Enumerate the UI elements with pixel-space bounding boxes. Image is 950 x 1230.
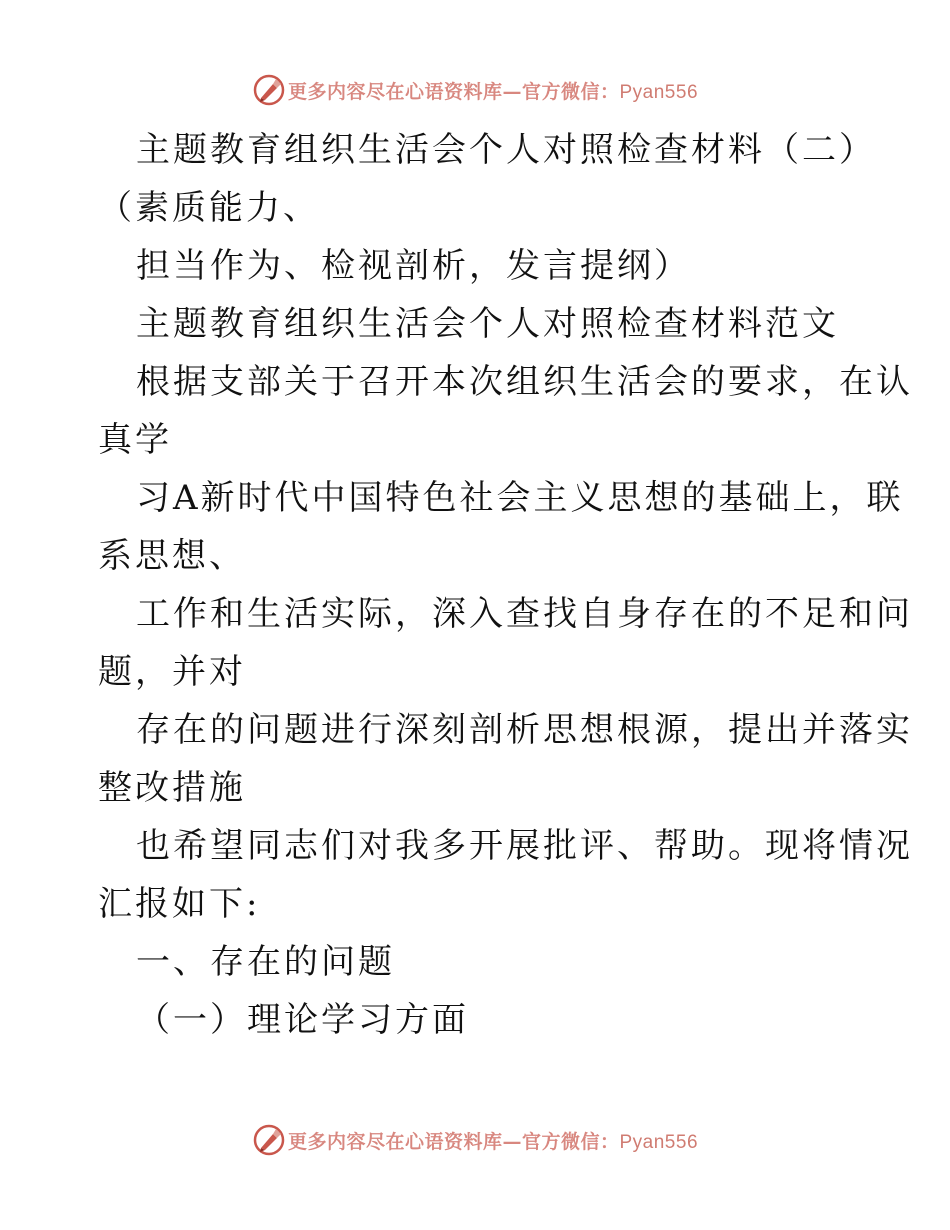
paragraph-line: 也希望同志们对我多开展批评、帮助。现将情况 [136, 826, 913, 866]
paragraph-line: 汇报如下: [98, 884, 261, 924]
watermark-contact-label: 官方微信： [521, 80, 620, 103]
watermark-dash: — [502, 1130, 522, 1153]
paragraph-line: 工作和生活实际，深入查找自身存在的不足和问 [136, 594, 913, 634]
paragraph-line: 题，并对 [98, 652, 246, 692]
paragraph-line: 存在的问题进行深刻剖析思想根源，提出并落实 [136, 710, 913, 750]
watermark-dash: — [502, 80, 522, 103]
section-heading: 一、存在的问题 [136, 942, 395, 982]
doc-subtitle-part2: 担当作为、检视剖析，发言提纲） [136, 246, 691, 286]
paragraph-line: 整改措施 [98, 768, 246, 808]
doc-heading: 主题教育组织生活会个人对照检查材料范文 [136, 304, 839, 344]
paragraph-line: 根据支部关于召开本次组织生活会的要求，在认 [136, 362, 913, 402]
watermark-text: 更多内容尽在心语资料库 [287, 80, 503, 103]
document-body [98, 121, 913, 1049]
watermark-contact-label: 官方微信： [521, 1130, 620, 1153]
doc-subtitle-part1: （素质能力、 [98, 188, 320, 228]
watermark-contact-value: Pyan556 [619, 1131, 699, 1153]
subsection-heading: （一）理论学习方面 [136, 1000, 469, 1040]
paragraph-line: 真学 [98, 420, 172, 460]
footer-watermark [0, 1120, 950, 1160]
paragraph-line: 系思想、 [98, 536, 246, 576]
header-watermark [0, 70, 950, 110]
watermark-text: 更多内容尽在心语资料库 [287, 1130, 503, 1153]
watermark-contact-value: Pyan556 [619, 81, 699, 103]
doc-title: 主题教育组织生活会个人对照检查材料（二） [136, 130, 876, 170]
pen-logo-icon [252, 73, 286, 107]
pen-logo-icon [252, 1123, 286, 1157]
paragraph-line: 习A新时代中国特色社会主义思想的基础上，联 [136, 478, 904, 518]
